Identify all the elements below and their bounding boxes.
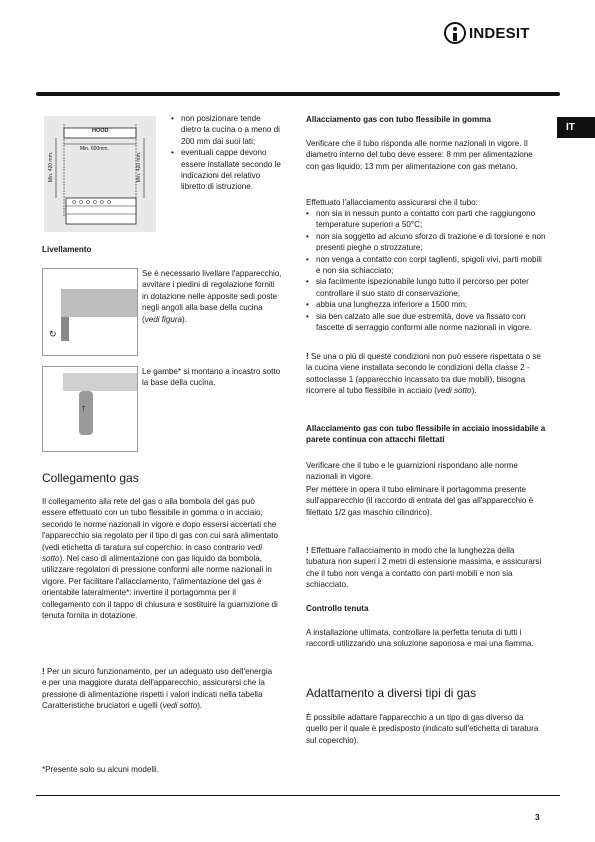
brand-logo bbox=[444, 20, 530, 46]
flexible-rubber-bullets bbox=[306, 208, 548, 333]
flexible-rubber-p1: Verificare che il tubo risponda alle norme nazionali in vigore. Il diametro interno del tubo deve essere: 8 mm per alimentazione con gas liquido; 13 mm per alimentazione con gas metano. bbox=[306, 139, 533, 171]
clearance-bullets bbox=[171, 113, 281, 193]
flexible-rubber-heading: Allacciamento gas con tubo flessibile in gomma bbox=[306, 115, 491, 124]
livellamento-text: Se è necessario livellare l'apparecchio, avvitare i piedini di regolazione forniti in dotazione nelle apposite sedi poste negli angoli alla base della cucina (vedi figura). bbox=[142, 269, 282, 324]
levelling-feet-figure bbox=[42, 268, 138, 356]
steel-hose-heading: Allacciamento gas con tubo flessibile in acciaio inossidabile a parete continua con attacchi filettati bbox=[306, 424, 546, 445]
footnote: *Presente solo su alcuni modelli. bbox=[42, 765, 159, 774]
list-item: • sia ben calzato alle sue due estremità, dove va fissato con fascette di serraggio conformi alle norme nazionali in vigore. bbox=[306, 311, 532, 333]
adjusting-foot-icon bbox=[61, 317, 69, 341]
adattamento-heading: Adattamento a diversi tipi di gas bbox=[306, 686, 477, 700]
header-rule bbox=[36, 92, 560, 96]
list-item: • non posizionare tende dietro la cucina o a meno di 200 mm dai suoi lati; bbox=[171, 114, 280, 146]
cooker-base-shape bbox=[63, 373, 137, 391]
flexible-rubber-warning: ! Se una o più di queste condizioni non può essere rispettata o se la cucina viene installata secondo le condizioni della classe 2 - sottoclasse 1 (apparecchio incassato tra due mobili), bisogna ricorrere al tubo flessibile in acciaio (vedi sotto). bbox=[306, 352, 541, 396]
controllo-tenuta-heading: Controllo tenuta bbox=[306, 604, 369, 613]
footer-rule bbox=[36, 795, 560, 796]
list-item: • non venga a contatto con corpi taglienti, spigoli vivi, parti mobili e non sia schiacciato; bbox=[306, 254, 542, 276]
min-600-label: Min. 600mm. bbox=[80, 146, 109, 152]
brand-i-icon bbox=[444, 22, 466, 44]
hood-label: HOOD bbox=[92, 128, 109, 134]
list-item: • sia facilmente ispezionabile lungo tutto il percorso per poter controllare il suo stato di conservazione; bbox=[306, 277, 529, 298]
page-number: 3 bbox=[535, 812, 540, 822]
controllo-tenuta-text: A installazione ultimata, controllare la perfetta tenuta di tutti i raccordi utilizzando una soluzione saponosa e mai una fiamma. bbox=[306, 628, 534, 649]
adattamento-text: È possibile adattare l'apparecchio a un tipo di gas diverso da quello per il quale è predisposto (indicato sull'etichetta di taratura sul coperchio). bbox=[306, 713, 539, 745]
list-item: • eventuali cappe devono essere installate secondo le indicazioni del relativo libretto di istruzione. bbox=[171, 148, 281, 192]
min-420-right-label: Min. 420 mm. bbox=[136, 151, 143, 183]
brand-name: INDESIT bbox=[469, 24, 530, 42]
language-tab: IT bbox=[557, 117, 595, 138]
collegamento-gas-heading: Collegamento gas bbox=[42, 471, 139, 485]
cooker-base-shape bbox=[61, 289, 137, 317]
livellamento-heading: Livellamento bbox=[42, 245, 92, 254]
list-item: • non sia in nessun punto a contatto con parti che raggiungono temperature superiori a 50°C; bbox=[306, 209, 536, 230]
steel-hose-warning: ! Effettuare l'allacciamento in modo che la lunghezza della tubatura non superi i 2 metri di estensione massima, e assicurarsi che il tubo non venga a contatto con parti mobili e non sia schiacciato. bbox=[306, 546, 542, 590]
legs-figure bbox=[42, 366, 138, 452]
steel-hose-p1: Verificare che il tubo e le guarnizioni rispondano alle norme nazionali in vigore. bbox=[306, 461, 518, 482]
hood-clearance-figure bbox=[44, 116, 156, 232]
min-420-left-label: Min. 420 mm. bbox=[48, 151, 55, 183]
list-item: • abbia una lunghezza inferiore a 1500 mm; bbox=[306, 300, 468, 310]
collegamento-gas-text: Il collegamento alla rete del gas o alla bombola del gas può essere effettuato con un tubo flessibile in gomma o in acciaio, secondo le norme nazionali in vigore e dopo essersi accertati che l'apparecchio sia regolato per il tipo di gas con cui sarà alimentato (vedi etichetta di taratura sul coperchio: in caso contrario vedi sotto). Nel caso di alimentazione con gas liquido da bombola, utilizzare regolatori di pressione conformi alle norme nazionali in vigore. Per facilitare l'allacciamento, l'alimentazione del gas è orientabile lateralmente*: invertire il portagomma per il collegamento con il tappo di chiusura e sostituire la guarnizione di tenuta fornita in dotazione. bbox=[42, 497, 278, 621]
list-item: • non sia soggetto ad alcuno sforzo di trazione e di torsione e non presenti pieghe o strozzature; bbox=[306, 231, 546, 253]
legs-text: Le gambe* si montano a incastro sotto la base della cucina. bbox=[142, 367, 281, 388]
flexible-rubber-p2: Effettuato l'allacciamento assicurarsi che il tubo: bbox=[306, 198, 478, 207]
pressure-warning-text: ! Per un sicuro funzionamento, per un adeguato uso dell'energia e per una maggiore durata dell'apparecchio, assicurarsi che la pressione di alimentazione rispetti i valori indicati nella tabella Caratteristiche bruciatori e ugelli (vedi sotto). bbox=[42, 667, 273, 711]
steel-hose-p2: Per mettere in opera il tubo eliminare il portagomma presente sull'apparecchio (il raccordo di entrata del gas all'apparecchio è filettato 1/2 gas maschio cilindrico). bbox=[306, 485, 534, 517]
up-arrow-icon: ↑ bbox=[81, 403, 86, 414]
rotate-arrow-icon: ↻ bbox=[49, 329, 57, 339]
